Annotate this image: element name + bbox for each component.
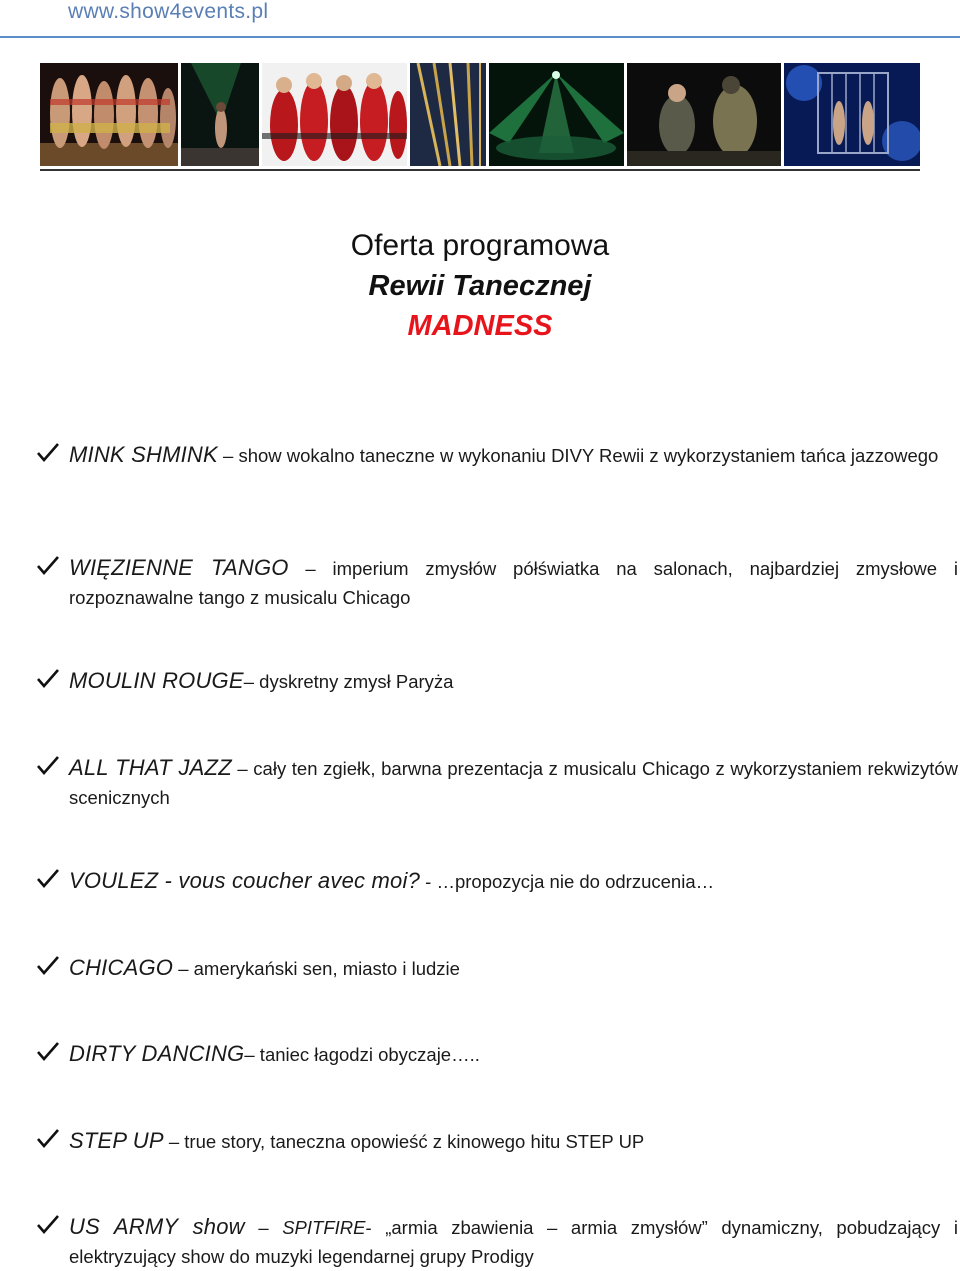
list-item: STEP UP – true story, taneczna opowieść z kinowego hitu STEP UP	[36, 1126, 958, 1156]
checkmark-icon	[36, 866, 60, 890]
photo-laser-stage	[489, 63, 624, 166]
list-item: WIĘZIENNE TANGO – imperium zmysłów półświatka na salonach, najbardziej zmysłowe i rozpoznawalne tango z musicalu Chicago	[36, 553, 958, 612]
photo-blue-cage	[784, 63, 920, 166]
title-offer: Oferta programowa	[350, 229, 610, 262]
list-item: MINK SHMINK – show wokalno taneczne w wykonaniu DIVY Rewii z wykorzystaniem tańca jazzowego	[36, 440, 958, 470]
list-item: DIRTY DANCING– taniec łagodzi obyczaje…..	[36, 1039, 958, 1069]
title-block	[0, 226, 960, 346]
list-item: VOULEZ - vous coucher avec moi? - …propozycja nie do odrzucenia…	[36, 866, 958, 896]
checkmark-icon	[36, 666, 60, 690]
title-revue: Rewii Tanecznej	[368, 270, 592, 302]
checkmark-icon	[36, 1126, 60, 1150]
page-header	[0, 0, 960, 38]
list-item: ALL THAT JAZZ – cały ten zgiełk, barwna prezentacja z musicalu Chicago z wykorzystaniem rekwizytów scenicznych	[36, 753, 958, 812]
list-item: US ARMY show – SPITFIRE- „armia zbawienia – armia zmysłów” dynamiczny, pobudzający i elektryzujący show do muzyki legendarnej grupy Prodigy	[36, 1212, 958, 1271]
checkmark-icon	[36, 553, 60, 577]
photo-strip	[40, 63, 920, 171]
checkmark-icon	[36, 1212, 60, 1236]
title-madness: MADNESS	[407, 310, 553, 342]
checkmark-icon	[36, 440, 60, 464]
photo-red-jackets	[262, 63, 407, 166]
photo-golden-poles	[410, 63, 486, 166]
photo-soldiers	[627, 63, 781, 166]
photo-stage-dancer	[181, 63, 259, 166]
header-url[interactable]: www.show4events.pl	[68, 0, 269, 23]
checkmark-icon	[36, 1039, 60, 1063]
checkmark-icon	[36, 953, 60, 977]
list-item: MOULIN ROUGE– dyskretny zmysł Paryża	[36, 666, 958, 696]
photo-dancers-group	[40, 63, 178, 166]
list-item: CHICAGO – amerykański sen, miasto i ludzie	[36, 953, 958, 983]
checkmark-icon	[36, 753, 60, 777]
